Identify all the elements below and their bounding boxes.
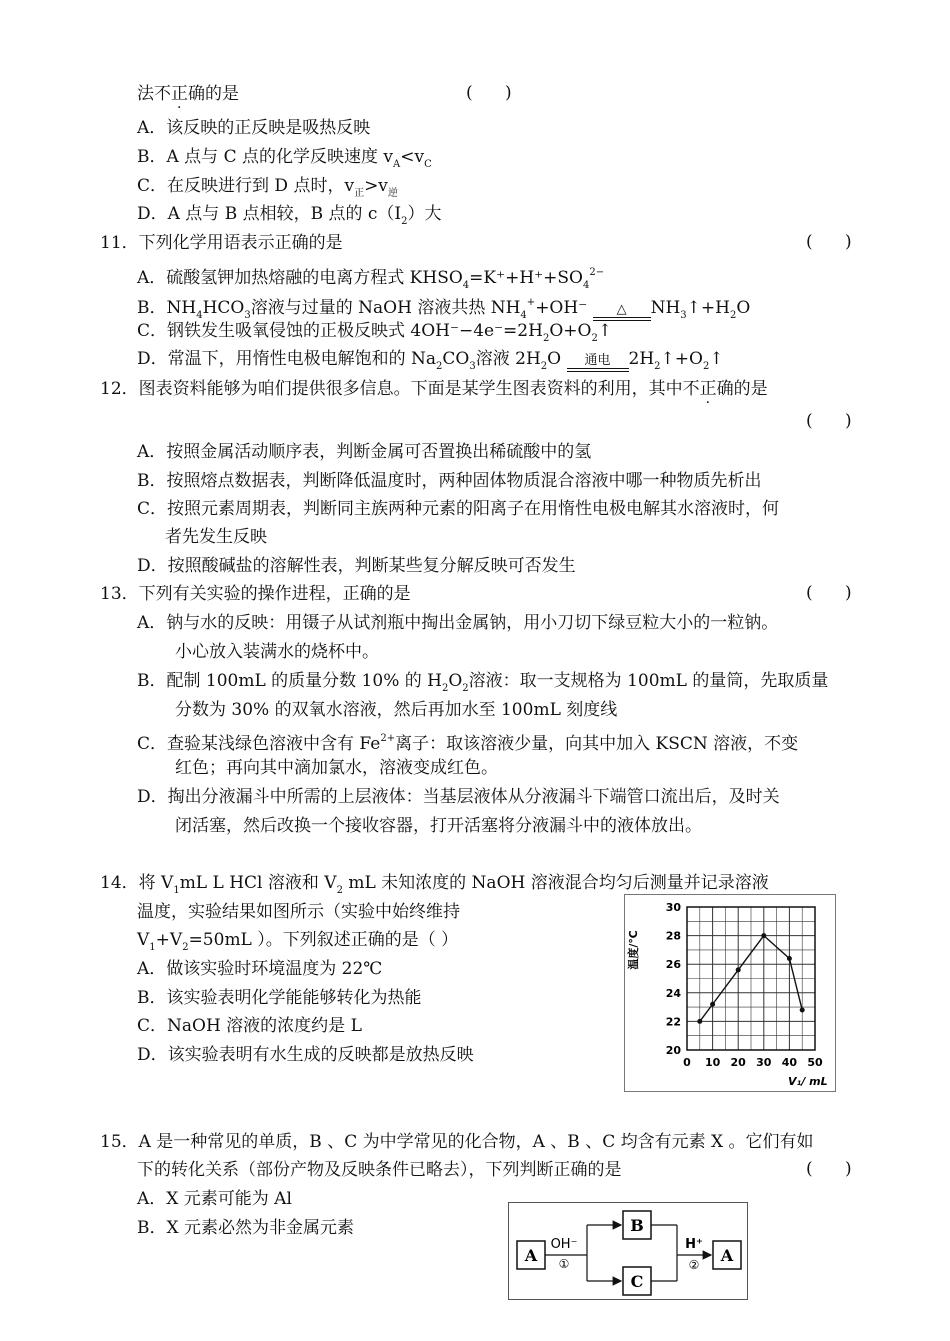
q15-option-b: B．X 元素必然为非金属元素 bbox=[137, 1218, 354, 1238]
data-point bbox=[736, 967, 741, 972]
q13-option-c-line1: C．查验某浅绿色溶液中含有 $Fe^{2+}$离子：取该溶液少量，向其中加入 KSCN 溶液，不变 bbox=[137, 733, 799, 754]
q13-option-a-line1: A．钠与水的反映：用镊子从试剂瓶中掏出金属钠，用小刀切下绿豆粒大小的一粒钠。 bbox=[137, 613, 779, 633]
reagent-h: H⁺ bbox=[685, 1237, 703, 1252]
q11-option-d: D．常温下，用惰性电极电解饱和的 $Na_2CO_3$溶液 $2H_2O$ 通电 $2H_2↑+O_2↑$ bbox=[137, 349, 724, 372]
q12-stem: 12．图表资料能够为咱们提供很多信息。下面是某学生图表资料的利用，其中不正确的是 bbox=[100, 379, 768, 399]
q11-option-c: C．钢铁发生吸氧侵蚀的正极反映式 $4OH^--4e^-=2H_2O+O_2↑$ bbox=[137, 321, 613, 344]
x-tick-label: 10 bbox=[704, 1056, 721, 1069]
q14-option-b: B．该实验表明化学能能够转化为热能 bbox=[137, 988, 422, 1008]
y-tick-label: 22 bbox=[665, 1015, 681, 1029]
q13-option-a-line2: 小心放入装满水的烧杯中。 bbox=[175, 642, 379, 662]
data-point bbox=[787, 956, 792, 961]
q13-option-b-line2: 分数为 30% 的双氧水溶液，然后再加水至 100mL 刻度线 bbox=[175, 700, 618, 720]
q11-option-b: B．$NH_4HCO_3$溶液与过量的 NaOH 溶液共热 $NH_4^++OH^-$ △ $NH_3↑+H_2O$ bbox=[137, 297, 751, 321]
heat-condition-arrow: △ bbox=[593, 303, 651, 321]
q15-stem-line2: 下的转化关系（部份产物及反映条件已略去），下列判断正确的是 bbox=[137, 1160, 622, 1180]
q13-option-d-line2: 闭活塞，然后改换一个接收容器，打开活塞将分液漏斗中的液体放出。 bbox=[175, 816, 702, 836]
q10-option-d: D．A 点与 B 点相较，B 点的 $c(I_2)$大 bbox=[137, 204, 442, 227]
q13-option-b-line1: B．配制 100mL 的质量分数 10% 的 $H_2O_2$溶液：取一支规格为 100mL 的量筒，先取质量 bbox=[137, 671, 829, 694]
y-tick-label: 20 bbox=[665, 1044, 681, 1057]
reagent-oh: OH⁻ bbox=[550, 1237, 578, 1252]
q10-emphasis: 不正确 bbox=[154, 84, 205, 104]
q10-option-c: C．在反映进行到 D 点时，$v_正>v_逆$ bbox=[137, 176, 398, 199]
data-point bbox=[800, 1007, 805, 1012]
data-point bbox=[761, 933, 766, 938]
q14-option-a: A．做该实验时环境温度为 22℃ bbox=[137, 959, 383, 979]
temperature-chart bbox=[625, 895, 835, 1091]
q12-option-b: B．按照熔点数据表，判断降低温度时，两种固体物质混合溶液中哪一种物质先析出 bbox=[137, 471, 762, 491]
y-tick-label: 24 bbox=[665, 986, 681, 1000]
q14-stem-line3: $V_1+V_2=50mL$ ）。下列叙述正确的是（ ） bbox=[137, 930, 459, 953]
q12-option-c-line1: C．按照元素周期表，判断同主族两种元素的阳离子在用惰性电极电解其水溶液时，何 bbox=[137, 499, 780, 519]
y-tick-label: 30 bbox=[665, 901, 681, 914]
q14-stem-line1: 14．将 $V_1mL$ L HCl 溶液和 $V_2$ mL 未知浓度的 NaOH 溶液混合均匀后测量并记录溶液 bbox=[100, 873, 769, 896]
box-c-label: C bbox=[630, 1272, 644, 1291]
box-a-end-label: A bbox=[720, 1246, 734, 1265]
q15-stem-line1: 15．A 是一种常见的单质，B 、C 为中学常见的化合物，A 、B 、C 均含有元素 X 。它们有如 bbox=[100, 1132, 814, 1152]
step1-marker: ① bbox=[558, 1257, 570, 1271]
q12-emphasis: 不正确 bbox=[682, 379, 734, 399]
temperature-chart-frame bbox=[624, 894, 836, 1092]
q13-option-d-line1: D．掏出分液漏斗中所需的上层液体：当基层液体从分液漏斗下端管口流出后，及时关 bbox=[137, 787, 780, 807]
conversion-diagram bbox=[508, 1202, 748, 1300]
y-axis-label: 温度/℃ bbox=[627, 930, 640, 970]
q15-option-a: A．X 元素可能为 Al bbox=[137, 1189, 292, 1209]
q11-option-a: A．硫酸氢钾加热熔融的电离方程式 $KHSO_4=K^++H^++SO_4^{2-}$ bbox=[137, 267, 605, 291]
q14-stem-line2: 温度，实验结果如图所示（实验中始终维持 bbox=[137, 902, 460, 922]
chart-grid bbox=[687, 907, 815, 1050]
x-tick-label: 20 bbox=[730, 1056, 746, 1069]
y-tick-label: 26 bbox=[665, 958, 681, 972]
q14-option-c: C．NaOH 溶液的浓度约是 L bbox=[137, 1016, 362, 1036]
q13-option-c-line2: 红色；再向其中滴加氯水，溶液变成红色。 bbox=[175, 758, 498, 778]
box-a-start-label: A bbox=[524, 1246, 538, 1265]
x-tick-label: 50 bbox=[807, 1056, 823, 1069]
q12-option-a: A．按照金属活动顺序表，判断金属可否置换出稀硫酸中的氢 bbox=[137, 442, 592, 462]
x-tick-label: 30 bbox=[756, 1056, 772, 1069]
data-point bbox=[710, 1002, 715, 1007]
x-axis-label: V₁/ mL bbox=[788, 1075, 828, 1088]
q10-answer-blank: ( ) bbox=[466, 83, 512, 103]
q11-stem: 11．下列化学用语表示正确的是 bbox=[100, 233, 343, 253]
data-point bbox=[697, 1019, 702, 1024]
step2-marker: ② bbox=[688, 1258, 700, 1272]
q13-answer-blank: ( ) bbox=[806, 583, 852, 603]
q12-option-c-line2: 者先发生反映 bbox=[165, 527, 267, 547]
q13-stem: 13．下列有关实验的操作进程，正确的是 bbox=[100, 584, 411, 604]
q11-answer-blank: ( ) bbox=[806, 232, 852, 252]
q12-option-d: D．按照酸碱盐的溶解性表，判断某些复分解反映可否发生 bbox=[137, 556, 576, 576]
x-tick-label: 0 bbox=[683, 1056, 691, 1069]
box-b-label: B bbox=[630, 1216, 644, 1235]
conversion-diagram-svg bbox=[509, 1203, 747, 1299]
x-tick-label: 40 bbox=[781, 1056, 798, 1069]
electrolysis-condition-arrow: 通电 bbox=[567, 354, 629, 372]
q10-stem: 法不正确的是 bbox=[137, 84, 239, 104]
q14-option-d: D．该实验表明有水生成的反映都是放热反映 bbox=[137, 1045, 474, 1065]
y-tick-label: 28 bbox=[665, 929, 681, 943]
q15-answer-blank: ( ) bbox=[806, 1159, 852, 1179]
q10-option-b: B．A 点与 C 点的化学反映速度 $v_A<v_C$ bbox=[137, 147, 432, 170]
q12-answer-blank: ( ) bbox=[806, 411, 852, 431]
q10-option-a: A．该反映的正反映是吸热反映 bbox=[137, 118, 371, 138]
chart-ticks bbox=[666, 901, 823, 1069]
